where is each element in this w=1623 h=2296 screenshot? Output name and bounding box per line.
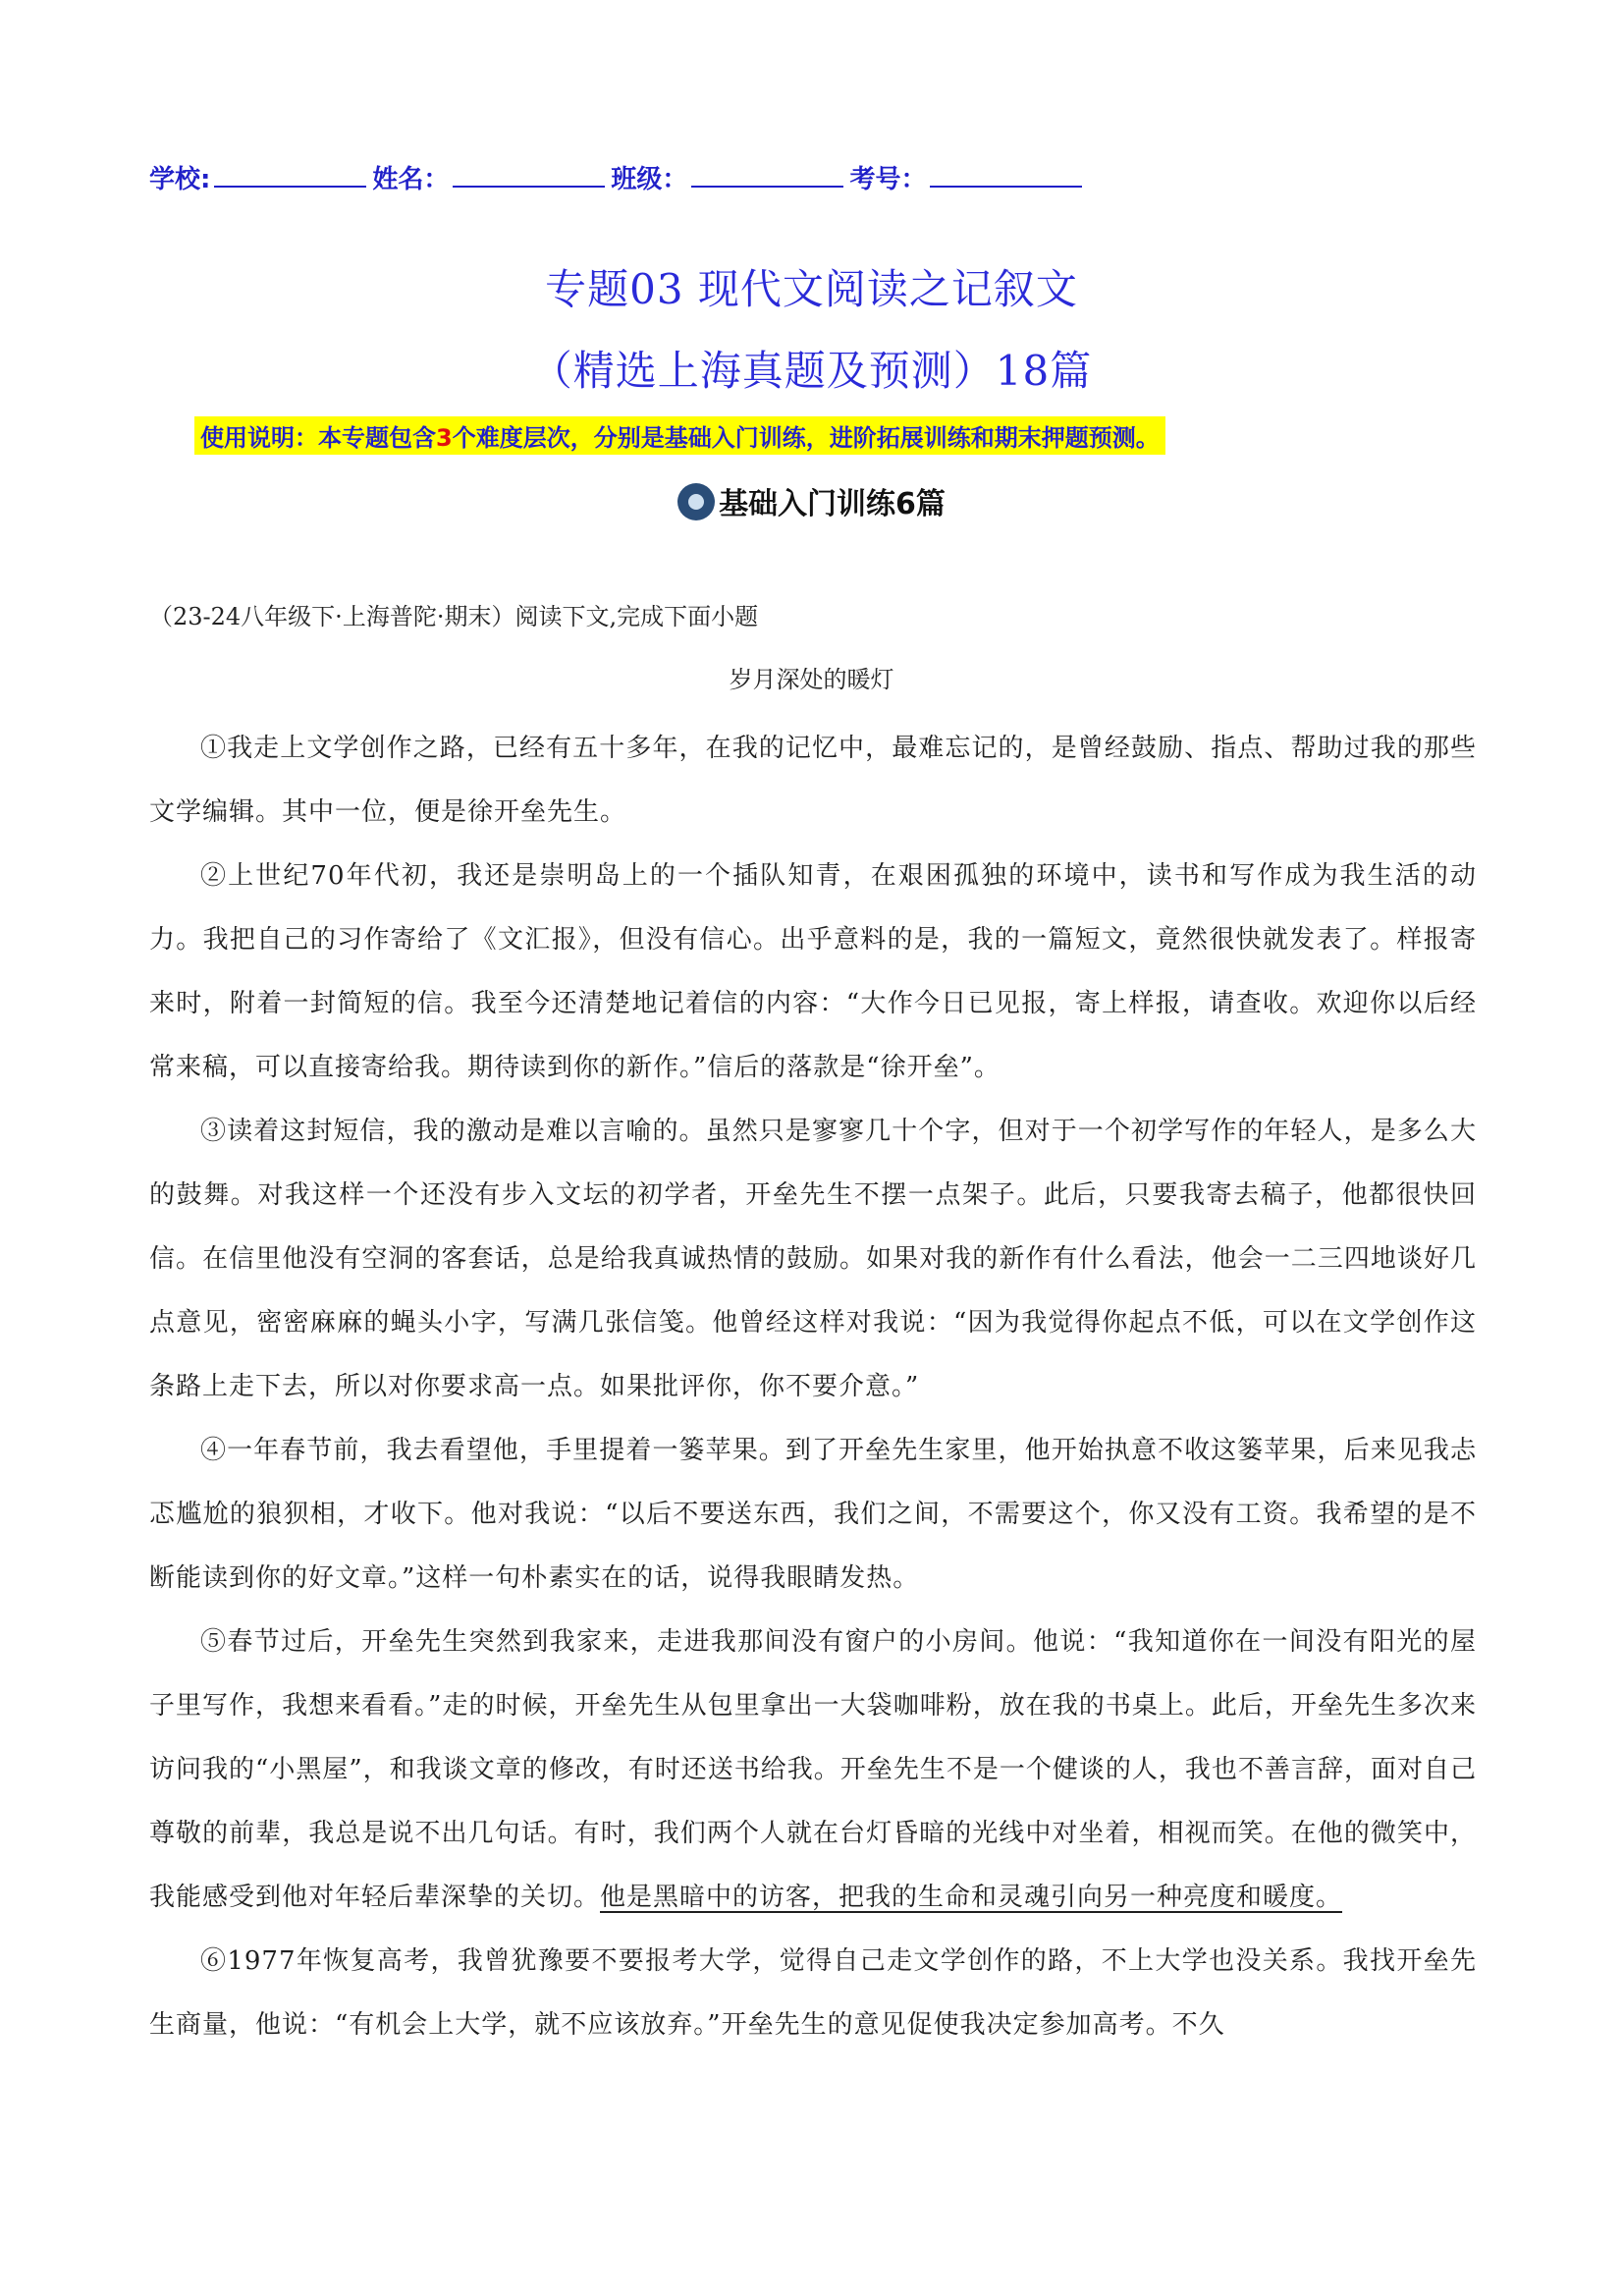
article-title: 岁月深处的暖灯 xyxy=(729,666,894,693)
class-blank[interactable] xyxy=(691,164,843,188)
class-label: 班级： xyxy=(611,165,688,194)
document-title: 专题03 现代文阅读之记叙文 xyxy=(545,265,1078,313)
paragraph-5-text: ⑤春节过后，开垒先生突然到我家来，走进我那间没有窗户的小房间。他说：“我知道你在一间没有阳光的屋子里写作，我想来看看。”走的时候，开垒先生从包里拿出一大袋咖啡粉，放在我的书桌上。此后，开垒先生多次来访问我的“小黑屋”，和我谈文章的修改，有时还送书给我。开垒先生不是一个健谈的人，我也不善言辞，面对自己尊敬的前辈，我总是说不出几句话。有时，我们两个人就在台灯昏暗的光线中对坐着，相视而笑。在他的微笑中，我能感受到他对年轻后辈深挚的关切。 xyxy=(149,1627,1477,1912)
section-heading xyxy=(0,479,1623,524)
notice-prefix: 使用说明：本专题包含 xyxy=(200,424,436,452)
student-info-line xyxy=(149,159,1088,195)
number-label: 考号： xyxy=(849,165,927,194)
underlined-sentence: 他是黑暗中的访客，把我的生命和灵魂引向另一种亮度和暖度。 xyxy=(600,1883,1343,1912)
usage-notice xyxy=(194,416,1165,455)
name-blank[interactable] xyxy=(453,164,605,188)
name-label: 姓名： xyxy=(372,165,450,194)
notice-suffix: 个难度层次，分别是基础入门训练，进阶拓展训练和期末押题预测。 xyxy=(452,424,1160,452)
article-body xyxy=(149,717,1477,2057)
paragraph-5 xyxy=(149,1611,1477,1930)
section-badge-icon xyxy=(677,483,715,520)
question-source: （23-24八年级下·上海普陀·期末）阅读下文,完成下面小题 xyxy=(149,603,759,630)
document-subtitle: （精选上海真题及预测）18篇 xyxy=(530,347,1093,395)
notice-number: 3 xyxy=(436,424,453,452)
paragraph-2: ②上世纪70年代初，我还是崇明岛上的一个插队知青，在艰困孤独的环境中，读书和写作成为我生活的动力。我把自己的习作寄给了《文汇报》，但没有信心。出乎意料的是，我的一篇短文，竟然很快就发表了。样报寄来时，附着一封简短的信。我至今还清楚地记着信的内容：“大作今日已见报，寄上样报，请查收。欢迎你以后经常来稿，可以直接寄给我。期待读到你的新作。”信后的落款是“徐开垒”。 xyxy=(149,861,1477,1082)
paragraph-1: ①我走上文学创作之路，已经有五十多年，在我的记忆中，最难忘记的，是曾经鼓励、指点、帮助过我的那些文学编辑。其中一位，便是徐开垒先生。 xyxy=(149,734,1477,827)
paragraph-4: ④一年春节前，我去看望他，手里提着一篓苹果。到了开垒先生家里，他开始执意不收这篓苹果，后来见我忐忑尴尬的狼狈相，才收下。他对我说：“以后不要送东西，我们之间，不需要这个，你又没有工资。我希望的是不断能读到你的好文章。”这样一句朴素实在的话，说得我眼睛发热。 xyxy=(149,1436,1477,1593)
paragraph-6: ⑥1977年恢复高考，我曾犹豫要不要报考大学，觉得自己走文学创作的路，不上大学也没关系。我找开垒先生商量，他说：“有机会上大学，就不应该放弃。”开垒先生的意见促使我决定参加高考。不久 xyxy=(149,1946,1477,2040)
number-blank[interactable] xyxy=(930,164,1082,188)
section-label: 基础入门训练6篇 xyxy=(719,487,946,521)
school-blank[interactable] xyxy=(214,164,366,188)
school-label: 学校: xyxy=(149,165,211,194)
paragraph-3: ③读着这封短信，我的激动是难以言喻的。虽然只是寥寥几十个字，但对于一个初学写作的年轻人，是多么大的鼓舞。对我这样一个还没有步入文坛的初学者，开垒先生不摆一点架子。此后，只要我寄去稿子，他都很快回信。在信里他没有空洞的客套话，总是给我真诚热情的鼓励。如果对我的新作有什么看法，他会一二三四地谈好几点意见，密密麻麻的蝇头小字，写满几张信笺。他曾经这样对我说：“因为我觉得你起点不低，可以在文学创作这条路上走下去，所以对你要求高一点。如果批评你，你不要介意。” xyxy=(149,1117,1477,1401)
